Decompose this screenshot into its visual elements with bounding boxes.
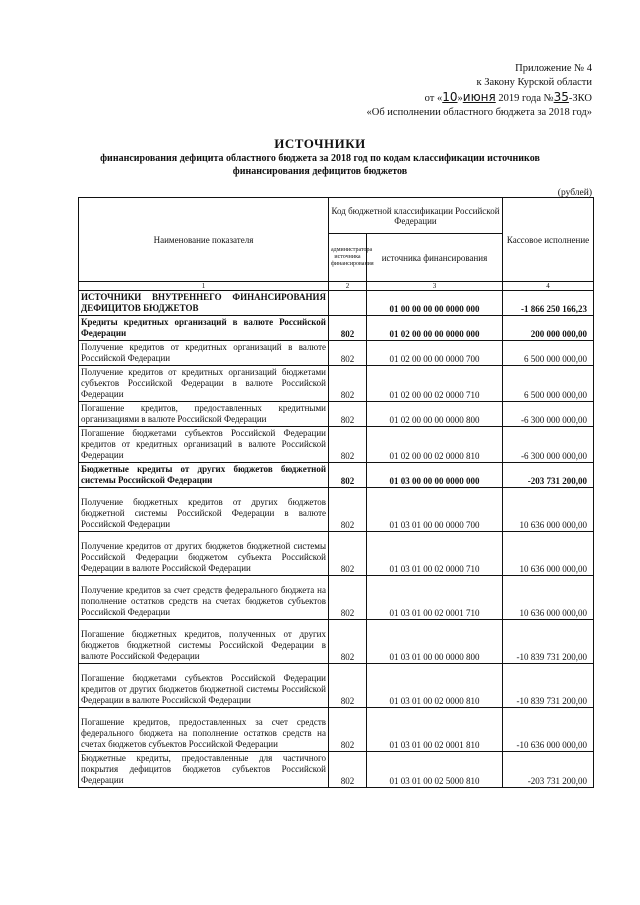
appendix-law-title: «Об исполнении областного бюджета за 2018 год»: [366, 107, 592, 118]
row-amount: -6 300 000 000,00: [503, 402, 594, 427]
row-amount: 6 500 000 000,00: [503, 366, 594, 402]
row-name: ИСТОЧНИКИ ВНУТРЕННЕГО ФИНАНСИРОВАНИЯ ДЕФИЦИТОВ БЮДЖЕТОВ: [79, 291, 329, 316]
units-label: (рублей): [557, 188, 592, 198]
row-source-code: 01 00 00 00 00 0000 000: [367, 291, 503, 316]
col-num: 1: [79, 282, 329, 291]
row-amount: 10 636 000 000,00: [503, 488, 594, 532]
row-name: Бюджетные кредиты, предоставленные для частичного покрытия дефицитов бюджетов субъектов Российской Федерации: [79, 752, 329, 788]
col-num: 2: [329, 282, 367, 291]
row-name: Бюджетные кредиты от других бюджетов бюджетной системы Российской Федерации: [79, 463, 329, 488]
table-row: [79, 488, 594, 532]
row-admin-code: 802: [329, 708, 367, 752]
row-name: Погашение кредитов, предоставленных кредитными организациями в валюте Российской Федерации: [79, 402, 329, 427]
row-name: Погашение бюджетных кредитов, полученных от других бюджетов бюджетной системы Российской Федерации в валюте Российской Федерации: [79, 620, 329, 664]
row-admin-code: 802: [329, 488, 367, 532]
row-amount: 10 636 000 000,00: [503, 576, 594, 620]
row-amount: -203 731 200,00: [503, 752, 594, 788]
row-admin-code: 802: [329, 576, 367, 620]
row-source-code: 01 02 00 00 00 0000 800: [367, 402, 503, 427]
row-admin-code: 802: [329, 402, 367, 427]
table-row: [79, 341, 594, 366]
row-name: Получение бюджетных кредитов от других бюджетов бюджетной системы Российской Федерации в валюте Российской Федерации: [79, 488, 329, 532]
table-row: [79, 620, 594, 664]
table-row: [79, 708, 594, 752]
row-admin-code: 802: [329, 341, 367, 366]
row-admin-code: 802: [329, 620, 367, 664]
row-admin-code: 802: [329, 463, 367, 488]
sources-table: [78, 197, 594, 788]
row-admin-code: 802: [329, 532, 367, 576]
row-source-code: 01 02 00 00 02 0000 710: [367, 366, 503, 402]
row-admin-code: 802: [329, 366, 367, 402]
row-source-code: 01 02 00 00 00 0000 700: [367, 341, 503, 366]
row-source-code: 01 03 01 00 00 0000 800: [367, 620, 503, 664]
table-row: [79, 427, 594, 463]
row-admin-code: 802: [329, 316, 367, 341]
row-source-code: 01 02 00 00 00 0000 000: [367, 316, 503, 341]
handwritten-day: 10: [442, 90, 458, 104]
appendix-date: от «10»июня 2019 года №35-ЗКО: [424, 90, 592, 104]
col-num: 4: [503, 282, 594, 291]
row-name: Получение кредитов от кредитных организаций в валюте Российской Федерации: [79, 341, 329, 366]
row-name: Получение кредитов за счет средств федерального бюджета на пополнение остатков средств на счетах бюджетов субъектов Российской Федерации: [79, 576, 329, 620]
document-title: ИСТОЧНИКИ: [274, 136, 366, 151]
table-row: [79, 402, 594, 427]
row-source-code: 01 03 01 00 02 0001 810: [367, 708, 503, 752]
row-amount: -10 839 731 200,00: [503, 664, 594, 708]
handwritten-number: 35: [553, 90, 569, 104]
row-name: Кредиты кредитных организаций в валюте Российской Федерации: [79, 316, 329, 341]
row-amount: -10 636 000 000,00: [503, 708, 594, 752]
row-source-code: 01 03 01 00 02 0000 810: [367, 664, 503, 708]
row-amount: 200 000 000,00: [503, 316, 594, 341]
row-admin-code: 802: [329, 664, 367, 708]
row-source-code: 01 03 01 00 02 5000 810: [367, 752, 503, 788]
row-admin-code: [329, 291, 367, 316]
table-row: [79, 532, 594, 576]
table-row: [79, 576, 594, 620]
row-source-code: 01 03 01 00 02 0001 710: [367, 576, 503, 620]
row-name: Получение кредитов от кредитных организаций бюджетами субъектов Российской Федерации в валюте Российской Федерации: [79, 366, 329, 402]
appendix-number: Приложение № 4: [515, 63, 592, 74]
row-name: Погашение бюджетами субъектов Российской Федерации кредитов от кредитных организаций в валюте Российской Федерации: [79, 427, 329, 463]
row-source-code: 01 03 01 00 02 0000 710: [367, 532, 503, 576]
row-name: Получение кредитов от других бюджетов бюджетной системы Российской Федерации бюджетом субъекта Российской Федерации в валюте Российской Федерации: [79, 532, 329, 576]
table-row: [79, 366, 594, 402]
handwritten-month: июня: [462, 90, 496, 104]
col-header-source: источника финансирования: [367, 234, 503, 282]
row-amount: 6 500 000 000,00: [503, 341, 594, 366]
row-admin-code: 802: [329, 752, 367, 788]
table-row: [79, 664, 594, 708]
row-name: Погашение кредитов, предоставленных за счет средств федерального бюджета на пополнение остатков средств на счетах бюджетов субъектов Российской Федерации: [79, 708, 329, 752]
row-amount: -6 300 000 000,00: [503, 427, 594, 463]
table-row: [79, 752, 594, 788]
row-source-code: 01 03 01 00 00 0000 700: [367, 488, 503, 532]
col-header-name: Наименование показателя: [79, 198, 329, 282]
appendix-header: [367, 62, 593, 120]
row-amount: -203 731 200,00: [503, 463, 594, 488]
document-subtitle: финансирования дефицита областного бюджета за 2018 год по кодам классификации источников финансирования дефицитов бюджетов: [100, 153, 540, 177]
row-source-code: 01 03 00 00 00 0000 000: [367, 463, 503, 488]
table-row: [79, 463, 594, 488]
appendix-law: к Закону Курской области: [476, 77, 592, 88]
row-name: Погашение бюджетами субъектов Российской Федерации кредитов от других бюджетов бюджетной системы Российской Федерации в валюте Российской Федерации: [79, 664, 329, 708]
row-amount: -10 839 731 200,00: [503, 620, 594, 664]
col-header-code: Код бюджетной классификации Российской Федерации: [329, 198, 503, 234]
row-source-code: 01 02 00 00 02 0000 810: [367, 427, 503, 463]
table-row: [79, 316, 594, 341]
col-header-admin: администратора источника финансирования: [329, 234, 367, 282]
table-row: [79, 291, 594, 316]
row-amount: -1 866 250 166,23: [503, 291, 594, 316]
row-amount: 10 636 000 000,00: [503, 532, 594, 576]
col-num: 3: [367, 282, 503, 291]
row-admin-code: 802: [329, 427, 367, 463]
col-header-exec: Кассовое исполнение: [503, 198, 594, 282]
